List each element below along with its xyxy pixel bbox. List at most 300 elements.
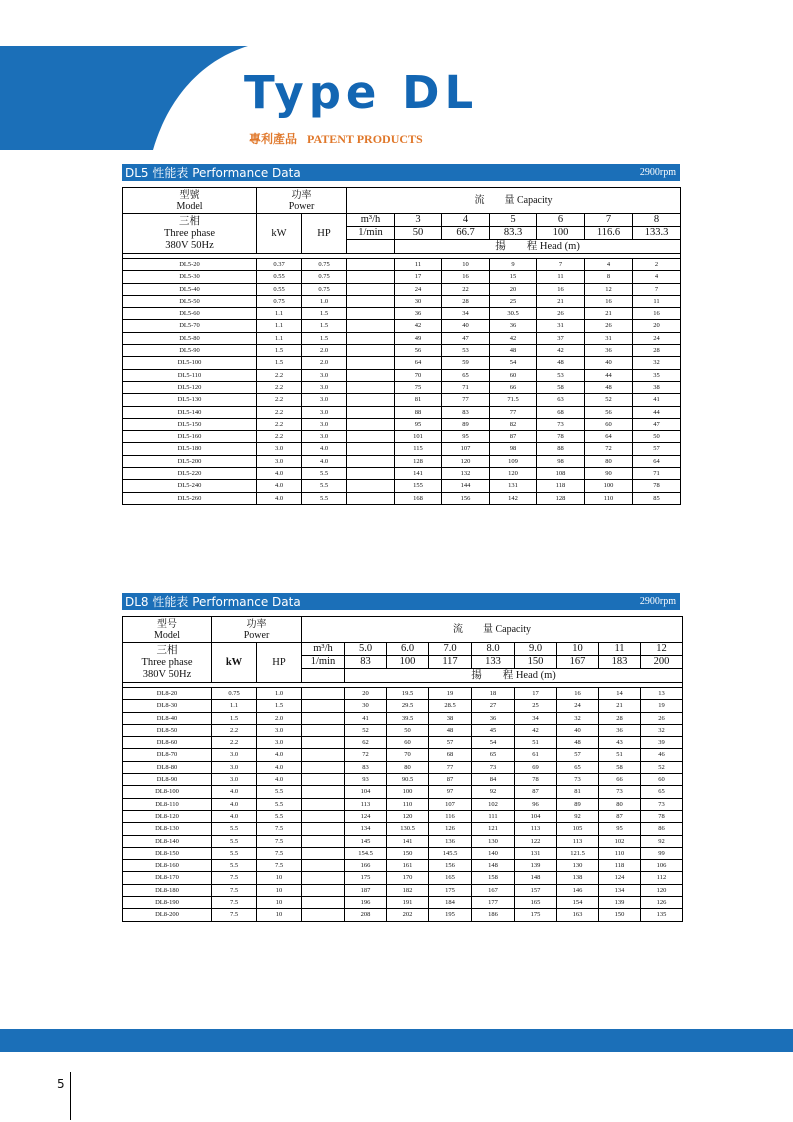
head-value-cell: 48: [429, 724, 472, 736]
head-value-cell: 92: [557, 810, 599, 822]
hp-cell: 0.75: [302, 259, 347, 271]
head-value-cell: 75: [395, 381, 442, 393]
head-value-cell: 26: [641, 712, 683, 724]
head-value-cell: 20: [345, 688, 387, 700]
head-value-cell: 148: [515, 872, 557, 884]
head-value-cell: 138: [557, 872, 599, 884]
head-value-cell: 95: [442, 431, 490, 443]
model-cell: DL5-120: [123, 381, 257, 393]
head-value-cell: 98: [537, 455, 585, 467]
subtitle-cn: 專利產品: [249, 132, 298, 146]
head-value-cell: 46: [641, 749, 683, 761]
hp-cell: 5.5: [257, 798, 302, 810]
head-value-cell: 48: [537, 357, 585, 369]
head-value-cell: 136: [429, 835, 472, 847]
model-cell: DL8-170: [123, 872, 212, 884]
head-value-cell: 65: [472, 749, 515, 761]
dl8-flow-m3h: 10: [557, 643, 599, 656]
head-value-cell: 191: [387, 897, 429, 909]
model-cell: DL8-30: [123, 700, 212, 712]
dl8-table-name: DL8 性能表 Performance Data: [125, 595, 301, 609]
head-value-cell: 50: [633, 431, 681, 443]
hp-cell: 4.0: [302, 455, 347, 467]
dl8-kw-label: kW: [212, 643, 257, 683]
head-value-cell: 202: [387, 909, 429, 921]
model-cell: DL5-260: [123, 492, 257, 504]
head-value-cell: 48: [585, 381, 633, 393]
footer-band: [0, 1029, 793, 1052]
hp-cell: 7.5: [257, 823, 302, 835]
table-row: [123, 749, 683, 761]
model-cell: DL8-120: [123, 810, 212, 822]
head-value-cell: 40: [585, 357, 633, 369]
dl8-flow-m3h: 8.0: [472, 643, 515, 656]
head-value-cell: 118: [537, 480, 585, 492]
blank-unit-cell: [347, 357, 395, 369]
head-value-cell: 128: [395, 455, 442, 467]
model-cell: DL5-100: [123, 357, 257, 369]
head-value-cell: 78: [633, 480, 681, 492]
model-cell: DL5-220: [123, 468, 257, 480]
table-row: [123, 872, 683, 884]
blank-unit-cell: [302, 835, 345, 847]
blank-unit-cell: [302, 749, 345, 761]
model-cell: DL8-180: [123, 884, 212, 896]
table-row: [123, 431, 681, 443]
dl8-head-blank: [302, 669, 345, 683]
head-value-cell: 57: [633, 443, 681, 455]
hp-cell: 7.5: [257, 847, 302, 859]
head-value-cell: 36: [599, 724, 641, 736]
blank-unit-cell: [347, 418, 395, 430]
head-value-cell: 71: [633, 468, 681, 480]
dl5-head-blank: [347, 240, 395, 254]
head-value-cell: 154.5: [345, 847, 387, 859]
dl8-model-cn: 型号: [157, 618, 177, 630]
head-value-cell: 16: [585, 295, 633, 307]
head-value-cell: 80: [599, 798, 641, 810]
hp-cell: 3.0: [302, 394, 347, 406]
table-row: [123, 468, 681, 480]
head-value-cell: 175: [429, 884, 472, 896]
head-value-cell: 16: [557, 688, 599, 700]
dl8-flow-lmin: 167: [557, 656, 599, 669]
head-value-cell: 60: [387, 737, 429, 749]
head-value-cell: 19: [429, 688, 472, 700]
head-value-cell: 89: [557, 798, 599, 810]
kw-cell: 7.5: [212, 872, 257, 884]
head-value-cell: 78: [515, 774, 557, 786]
table-row: [123, 847, 683, 859]
head-value-cell: 131: [515, 847, 557, 859]
head-value-cell: 134: [599, 884, 641, 896]
head-value-cell: 36: [395, 308, 442, 320]
table-row: [123, 283, 681, 295]
head-value-cell: 68: [429, 749, 472, 761]
head-value-cell: 21: [537, 295, 585, 307]
kw-cell: 7.5: [212, 884, 257, 896]
dl8-model-en: Model: [153, 629, 181, 641]
head-value-cell: 81: [395, 394, 442, 406]
hp-cell: 4.0: [302, 443, 347, 455]
model-cell: DL5-160: [123, 431, 257, 443]
head-value-cell: 124: [599, 872, 641, 884]
kw-cell: 1.1: [257, 332, 302, 344]
table-row: [123, 700, 683, 712]
dl8-flow-lmin: 100: [387, 656, 429, 669]
head-value-cell: 175: [515, 909, 557, 921]
hp-cell: 1.5: [302, 332, 347, 344]
head-value-cell: 56: [585, 406, 633, 418]
dl5-kw-label: kW: [257, 214, 302, 254]
dl5-unit-lmin: 1/min: [347, 227, 395, 240]
head-value-cell: 141: [387, 835, 429, 847]
head-value-cell: 32: [557, 712, 599, 724]
table-row: [123, 724, 683, 736]
head-value-cell: 49: [395, 332, 442, 344]
blank-unit-cell: [347, 320, 395, 332]
head-value-cell: 51: [599, 749, 641, 761]
kw-cell: 4.0: [257, 480, 302, 492]
dl5-flow-m3h-row: [123, 214, 681, 227]
table-row: [123, 332, 681, 344]
hp-cell: 1.5: [257, 700, 302, 712]
head-value-cell: 34: [515, 712, 557, 724]
dl5-section: [122, 164, 680, 505]
head-value-cell: 196: [345, 897, 387, 909]
head-value-cell: 167: [472, 884, 515, 896]
head-value-cell: 20: [490, 283, 537, 295]
table-row: [123, 774, 683, 786]
kw-cell: 2.2: [257, 381, 302, 393]
dl8-flow-lmin: 200: [641, 656, 683, 669]
dl5-title-bar: [122, 164, 680, 181]
head-value-cell: 156: [429, 860, 472, 872]
head-value-cell: 135: [641, 909, 683, 921]
dl8-flow-m3h: 7.0: [429, 643, 472, 656]
head-value-cell: 11: [537, 271, 585, 283]
table-row: [123, 835, 683, 847]
kw-cell: 2.2: [257, 431, 302, 443]
head-value-cell: 71: [442, 381, 490, 393]
hp-cell: 7.5: [257, 860, 302, 872]
dl5-phase-cell: [123, 214, 257, 254]
hp-cell: 0.75: [302, 283, 347, 295]
table-row: [123, 480, 681, 492]
head-value-cell: 45: [472, 724, 515, 736]
model-cell: DL8-70: [123, 749, 212, 761]
head-value-cell: 32: [633, 357, 681, 369]
dl5-hp-label: HP: [302, 214, 347, 254]
dl8-flow-lmin: 183: [599, 656, 641, 669]
dl5-power-en: Power: [288, 200, 315, 212]
head-value-cell: 81: [557, 786, 599, 798]
table-row: [123, 810, 683, 822]
head-value-cell: 64: [395, 357, 442, 369]
head-value-cell: 146: [557, 884, 599, 896]
kw-cell: 3.0: [212, 774, 257, 786]
head-value-cell: 130: [472, 835, 515, 847]
head-value-cell: 108: [537, 468, 585, 480]
kw-cell: 5.5: [212, 847, 257, 859]
head-value-cell: 168: [395, 492, 442, 504]
table-row: [123, 271, 681, 283]
table-row: [123, 308, 681, 320]
head-value-cell: 54: [472, 737, 515, 749]
model-cell: DL5-90: [123, 345, 257, 357]
head-value-cell: 93: [345, 774, 387, 786]
hp-cell: 3.0: [302, 406, 347, 418]
model-cell: DL5-150: [123, 418, 257, 430]
kw-cell: 2.2: [257, 418, 302, 430]
head-value-cell: 10: [442, 259, 490, 271]
head-value-cell: 100: [585, 480, 633, 492]
head-value-cell: 71.5: [490, 394, 537, 406]
head-value-cell: 30.5: [490, 308, 537, 320]
head-value-cell: 148: [472, 860, 515, 872]
model-cell: DL5-80: [123, 332, 257, 344]
head-value-cell: 37: [537, 332, 585, 344]
head-value-cell: 112: [641, 872, 683, 884]
head-value-cell: 2: [633, 259, 681, 271]
dl8-rpm: 2900rpm: [639, 596, 676, 607]
head-value-cell: 65: [641, 786, 683, 798]
head-value-cell: 84: [472, 774, 515, 786]
hp-cell: 1.0: [302, 295, 347, 307]
blank-unit-cell: [302, 700, 345, 712]
head-value-cell: 39.5: [387, 712, 429, 724]
hp-cell: 4.0: [257, 774, 302, 786]
head-value-cell: 109: [490, 455, 537, 467]
hp-cell: 10: [257, 909, 302, 921]
head-value-cell: 72: [345, 749, 387, 761]
head-value-cell: 96: [515, 798, 557, 810]
head-value-cell: 72: [585, 443, 633, 455]
dl5-voltage: 380V 50Hz: [165, 239, 214, 251]
head-value-cell: 14: [599, 688, 641, 700]
table-row: [123, 369, 681, 381]
table-row: [123, 688, 683, 700]
head-value-cell: 90: [585, 468, 633, 480]
head-value-cell: 27: [472, 700, 515, 712]
dl8-flow-lmin: 117: [429, 656, 472, 669]
blank-unit-cell: [347, 259, 395, 271]
table-row: [123, 884, 683, 896]
head-value-cell: 4: [633, 271, 681, 283]
kw-cell: 4.0: [212, 786, 257, 798]
head-value-cell: 95: [599, 823, 641, 835]
kw-cell: 2.2: [212, 724, 257, 736]
dl5-model-cn: 型號: [179, 189, 200, 201]
head-value-cell: 155: [395, 480, 442, 492]
head-value-cell: 15: [490, 271, 537, 283]
dl5-phase-cn: 三相: [179, 215, 200, 227]
head-value-cell: 40: [557, 724, 599, 736]
head-value-cell: 92: [641, 835, 683, 847]
head-value-cell: 195: [429, 909, 472, 921]
dl5-flow-lmin: 83.3: [490, 227, 537, 240]
head-value-cell: 77: [442, 394, 490, 406]
head-value-cell: 89: [442, 418, 490, 430]
head-value-cell: 107: [442, 443, 490, 455]
head-value-cell: 12: [585, 283, 633, 295]
kw-cell: 4.0: [257, 468, 302, 480]
dl8-head-label: 揚 程 Head (m): [345, 669, 683, 683]
blank-unit-cell: [302, 688, 345, 700]
head-value-cell: 36: [585, 345, 633, 357]
model-cell: DL8-40: [123, 712, 212, 724]
head-value-cell: 65: [442, 369, 490, 381]
head-value-cell: 66: [599, 774, 641, 786]
head-value-cell: 62: [345, 737, 387, 749]
head-value-cell: 54: [490, 357, 537, 369]
head-value-cell: 82: [490, 418, 537, 430]
page-number: 5: [57, 1077, 65, 1091]
dl8-flow-lmin: 133: [472, 656, 515, 669]
blank-unit-cell: [347, 381, 395, 393]
head-value-cell: 47: [442, 332, 490, 344]
head-value-cell: 90.5: [387, 774, 429, 786]
hp-cell: 5.5: [302, 468, 347, 480]
dl5-flow-m3h: 5: [490, 214, 537, 227]
head-value-cell: 66: [490, 381, 537, 393]
blank-unit-cell: [302, 860, 345, 872]
model-cell: DL5-200: [123, 455, 257, 467]
head-value-cell: 65: [557, 761, 599, 773]
dl5-flow-m3h: 3: [395, 214, 442, 227]
head-value-cell: 145: [345, 835, 387, 847]
model-cell: DL5-130: [123, 394, 257, 406]
blank-unit-cell: [302, 798, 345, 810]
blank-unit-cell: [302, 823, 345, 835]
model-cell: DL5-70: [123, 320, 257, 332]
kw-cell: 0.75: [257, 295, 302, 307]
head-value-cell: 150: [387, 847, 429, 859]
kw-cell: 3.0: [212, 761, 257, 773]
head-value-cell: 163: [557, 909, 599, 921]
head-value-cell: 110: [585, 492, 633, 504]
head-value-cell: 130.5: [387, 823, 429, 835]
table-row: [123, 712, 683, 724]
model-cell: DL8-160: [123, 860, 212, 872]
dl8-section: [122, 593, 680, 922]
blank-unit-cell: [347, 406, 395, 418]
hp-cell: 3.0: [302, 381, 347, 393]
dl8-flow-m3h-row: [123, 643, 683, 656]
dl8-unit-m3h: m³/h: [302, 643, 345, 656]
kw-cell: 2.2: [257, 394, 302, 406]
head-value-cell: 32: [641, 724, 683, 736]
dl5-flow-lmin: 116.6: [585, 227, 633, 240]
blank-unit-cell: [302, 737, 345, 749]
head-value-cell: 87: [599, 810, 641, 822]
head-value-cell: 52: [345, 724, 387, 736]
head-value-cell: 60: [641, 774, 683, 786]
dl8-capacity-header: 流 量 Capacity: [302, 617, 683, 643]
head-value-cell: 58: [599, 761, 641, 773]
head-value-cell: 42: [537, 345, 585, 357]
head-value-cell: 175: [345, 872, 387, 884]
head-value-cell: 80: [585, 455, 633, 467]
blank-unit-cell: [302, 724, 345, 736]
head-value-cell: 18: [472, 688, 515, 700]
model-cell: DL8-200: [123, 909, 212, 921]
table-row: [123, 786, 683, 798]
head-value-cell: 70: [387, 749, 429, 761]
head-value-cell: 140: [472, 847, 515, 859]
hp-cell: 3.0: [302, 369, 347, 381]
model-cell: DL8-190: [123, 897, 212, 909]
head-value-cell: 38: [633, 381, 681, 393]
model-cell: DL5-40: [123, 283, 257, 295]
dl8-hp-label: HP: [257, 643, 302, 683]
dl5-power-cn: 功率: [291, 189, 312, 201]
hp-cell: 3.0: [302, 418, 347, 430]
head-value-cell: 113: [557, 835, 599, 847]
kw-cell: 0.55: [257, 283, 302, 295]
dl8-performance-table: [122, 616, 683, 922]
model-cell: DL8-50: [123, 724, 212, 736]
head-value-cell: 50: [387, 724, 429, 736]
head-value-cell: 20: [633, 320, 681, 332]
table-row: [123, 798, 683, 810]
head-value-cell: 7: [537, 259, 585, 271]
head-value-cell: 83: [442, 406, 490, 418]
hp-cell: 10: [257, 884, 302, 896]
head-value-cell: 56: [395, 345, 442, 357]
blank-unit-cell: [302, 909, 345, 921]
head-value-cell: 186: [472, 909, 515, 921]
blank-unit-cell: [347, 369, 395, 381]
dl5-header-row: [123, 188, 681, 214]
head-value-cell: 98: [490, 443, 537, 455]
blank-unit-cell: [302, 761, 345, 773]
head-value-cell: 64: [633, 455, 681, 467]
head-value-cell: 165: [515, 897, 557, 909]
head-value-cell: 166: [345, 860, 387, 872]
head-value-cell: 42: [515, 724, 557, 736]
head-value-cell: 57: [429, 737, 472, 749]
hp-cell: 3.0: [257, 737, 302, 749]
head-value-cell: 16: [442, 271, 490, 283]
table-row: [123, 761, 683, 773]
hp-cell: 10: [257, 872, 302, 884]
dl5-model-en: Model: [176, 200, 203, 212]
head-value-cell: 77: [429, 761, 472, 773]
head-value-cell: 130: [557, 860, 599, 872]
head-value-cell: 41: [633, 394, 681, 406]
blank-unit-cell: [302, 774, 345, 786]
blank-unit-cell: [347, 295, 395, 307]
model-cell: DL8-130: [123, 823, 212, 835]
hp-cell: 2.0: [302, 357, 347, 369]
head-value-cell: 28: [633, 345, 681, 357]
dl8-phase-cn: 三相: [156, 644, 178, 656]
kw-cell: 5.5: [212, 823, 257, 835]
dl5-flow-lmin: 100: [537, 227, 585, 240]
head-value-cell: 17: [395, 271, 442, 283]
head-value-cell: 104: [515, 810, 557, 822]
head-value-cell: 61: [515, 749, 557, 761]
head-value-cell: 4: [585, 259, 633, 271]
head-value-cell: 24: [395, 283, 442, 295]
dl5-unit-m3h: m³/h: [347, 214, 395, 227]
blank-unit-cell: [347, 455, 395, 467]
head-value-cell: 121: [472, 823, 515, 835]
head-value-cell: 21: [599, 700, 641, 712]
head-value-cell: 7: [633, 283, 681, 295]
head-value-cell: 110: [387, 798, 429, 810]
